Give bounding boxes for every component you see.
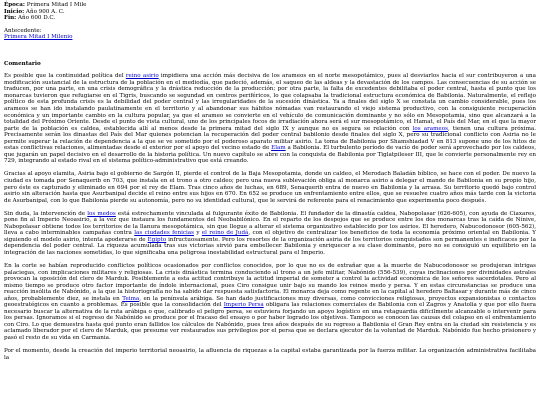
inicio-value: Año 900 A. C. <box>25 8 65 15</box>
p1-text-c: , tienen una cultura próxima. Precisamente serán los dinastas del País del Mar quienes potencian la recuperación del poder central babilonio desde finales del siglo X, pero su tradicional conflicto con Asiria no le permite superar la relación de dependencia a la que se ve sometido por el poderoso aparato militar asirio. La toma de Babilonia por Shamshiadad V en 813 supone uno de los hitos de estas conflictivas relaciones, alimentadas desde el exterior por el apoyo del vecino estado de <box>4 125 536 152</box>
paragraph-4 <box>4 263 536 342</box>
antecedente-link[interactable]: Primera Mitad I Milenio <box>4 34 73 41</box>
epoca-label: Época: <box>4 2 26 8</box>
p1-text-d: a Babilonia. El turbulento período de vacío de poder será aprovechado por los caldeos, que jugarán un papel decisivo en el desarrollo de la historia política. Un nuevo capítulo se abre con la conquista de Babilonia por Tiglatpileser III, que le convierte personalmente rey en 729, integrando al estado rival en el sistema político-administrativo que está creando. <box>4 145 536 165</box>
p1-text-a: Es posible que la continuidad política del <box>4 73 126 80</box>
paragraph-5 <box>4 348 536 361</box>
link-elam[interactable]: Elam <box>271 145 286 152</box>
p5-text: Por el momento, desde la creación del imperio territorial neoasirio, la afluencia de riquezas a la capital estaba garantizada por la fuerza militar. La organización administrativa facilitaba la <box>4 348 536 361</box>
section-title-comentario: Comentario <box>4 60 41 67</box>
link-ciudades-fenicias[interactable]: las ciudades fenicias <box>134 230 195 237</box>
fin-value: Año 600 D.C. <box>18 15 56 22</box>
link-los-arameos[interactable]: los arameos <box>412 125 448 132</box>
p3-text-d: , con el objetivo de centralizar los beneficios de toda la economía próximo oriental en Babilonia. Y siguiendo el modelo asirio, intenta apoderarse de <box>4 230 536 243</box>
p4-text-b: , en la península arábiga. Se han dado justificaciones muy diversas, como convicciones religiosas, proyectos expansionistas o contactos geoestratégicos en cuanto a problemas. Es posible que la consolidación del <box>4 295 536 309</box>
inicio-label: Inicio: <box>4 8 25 15</box>
paragraph-3 <box>4 211 536 257</box>
link-reino-asirio[interactable]: reino asirio <box>125 73 159 80</box>
fin-label: Fin: <box>4 15 17 22</box>
p3-text-a: Sin duda, la intervención de <box>4 210 88 217</box>
link-los-medos[interactable]: los medos <box>87 210 116 217</box>
p2-text: Gracias al apoyo elamita, Asiria bajo el gobierno de Sargón II, pierde el control de la Baja Mesopotamia, donde un caldeo, el Merodach Baladán bíblico, se hace con el poder. De nuevo la ciudad es tomada por Senaquerib en 703, que instala en el trono a otro caldeo; pero una nueva sublevación obliga al monarca asirio a delegar el mando de Babilonia en su propio hijo, pero éste es capturado y eliminado en 694 por el rey de Elam. Tras cinco años de luchas, en 689, Senaquerib entra de nuevo en Babilonia y la arrasa. Su territorio quedó bajo control asirio sin alteración hasta que Asurbanipal decide el reino entre sus hijos en 670. En 652 se produce un enfrentamiento entre ellos, que se resuelve cuatro años más tarde con la victoria de Asurbanipal, con lo que Babilonia pierde su autonomía, pero no su identidad cultural, que le servirá de referente para el renacimiento que experimenta poco después. <box>4 171 536 204</box>
p3-text-c: y <box>194 230 202 237</box>
link-reino-de-juda[interactable]: el reino de Judá <box>201 230 249 237</box>
p3-text-b: está estrechamente vinculada al fulgurante éxito de Babilonia. El fundador de la dinastía caldea, Nabopolasar (626-605), con ayuda de Ciaxares, pone fin al Imperio Neoasirio, a la vez que instaura los fundamentos del Neobabilónico. En el reparto de los despojos que se produce entre los dos monarcas tras la caída de Nínive, Nabopolasar obtiene todos los territorios de la llanura mesopotámica, sin que llegue a alterar el sistema organizativo establecido por los asirios. El heredero, Nabucodonosor (605-562), lleva a cabo interminables campañas contra <box>4 210 536 237</box>
paragraph-1 <box>4 73 536 165</box>
antecedente-label: Antecedente: <box>4 27 42 34</box>
paragraph-2 <box>4 171 536 204</box>
link-egipto[interactable]: Egipto <box>147 236 167 243</box>
link-teima[interactable]: Teima <box>122 295 140 302</box>
link-imperio-persa[interactable]: Imperio Persa <box>223 302 264 309</box>
p1-text-b: impidiera una acción más decisiva de los arameos en el norte mesopotámico, pues al desviarlos hacia el sur contribuyeron a una modificación sustancial de la estructura de la población en el mediodía, que padeció, además, el saqueo de las aldeas y la devastación de los campos. Las consecuencias de su acción se traducen, por una parte, en una crisis demográfica y la drástica reducción de la producción; por otra parte, la falta de excedentes debilitaba el poder central, hasta el punto que los monarcas tuvieron que refugiarse en el Tigris, buscando se segundad en centros periféricos, lo que colapsaba la tradicional estructura económica de Babilonia. Naturalmente, el reflejo político de esta profunda crisis es la debilidad del poder central y las irregularidades de la sucesión dinástica. Ya a finales del siglo X se constata un cambio considerable, pues los arameos se han ido instalando paulatinamente en el territorio y al abandonar sus hábitos nómadas van restaurando el viejo sistema productivo, con la consiguiente recuperación económica y un importante cambio en la cultura popular, ya que el arameo se convierte en el vehículo de comunicación dominante y no sólo en Mesopotamia, sino que alcanzará a la totalidad del Próximo Oriente. Desde el punto de vista cultural, uno de los principales focos de irradiación ahora será el sur mesopotámico, el Hamat, el País del Mar, en el que la mayor parte de la población es caldea, establecida allí al menos desde la primera mitad del siglo IX y aunque no es segura se relación con <box>4 73 536 132</box>
p4-text-a: En la corte se habían reproducido conflictos políticos ocasionados por conflictos conocidos, por lo que no es de extrañar que a la muerte de Nabucodonosor se produjeran intrigas palaciegas, con implicaciones militares y religiosas. La crisis dinástica termina conduciendo al trono a un jefe militar, Nabónido (556-539), cuyas inclinaciones por divinidades astrales provocan la oposición del clero de Marduk. Posiblemente a esta actitud contribuye la actitud imperial de someter a control la actividad económica de los señores sacerdotales. Pero al mismo tiempo se produce otro factor importante de índole internacional, pues Ciro consigue unir bajo su mando los reinos medo y persa. Y en estas circunstancias se produce una reacción insólita de Nabónido, a la que la historiografía no ha sabido dar respuesta satisfactoria. El monarca deja como regente en la capital al heredero Baltasar y durante más de cinco años, probablemente diez, se instala en <box>4 263 536 302</box>
p3-text-e: infructuosamente. Pero los resortes de la organización asiria de los territorios conquistados son permanentes e ineficaces por la dependencia del poder central. La riqueza acumulada tras sus victorias sirvió para embellecer Babilonia y enriquecer a su clase dominante, pero no se consiguió un equilibrio en la integración de las naciones sometidas, lo que significaba una peligrosa inestabilidad estructural para el Imperio. <box>4 236 536 256</box>
p4-text-c: obligara las relaciones comerciales de Babilonia con el Zagros y Anatolia y que por ello fuera necesario buscar la alternativa de la ruta arábiga o que, calibrado el peligro persa, se estuviera forjando un apoyo logístico en una retaguardia difícilmente alcanzable o intervenir para los persas. Ignoramos si el regreso de Nabónido se produce por el fracaso del ensayo o por haber logrado los objetivos. Tampoco se conocen las causas del colapso en el enfrentamiento con Ciro. Lo que demuestra hasta qué punto eran fallidos los cálculos de Nabónido, pues tres años después de su regreso a Babilonia el Gran Rey entra en la ciudad sin resistencia y es aclamado liberador por el clero de Marduk, que presume ver restaurados sus privilegios por el persa que se declara ejecutor de la voluntad de Marduk. Nabónido fue hecho prisionero y pasó el resto de su vida en Carmania. <box>4 302 537 342</box>
epoca-value: Primera Mitad I Mile <box>26 2 87 8</box>
